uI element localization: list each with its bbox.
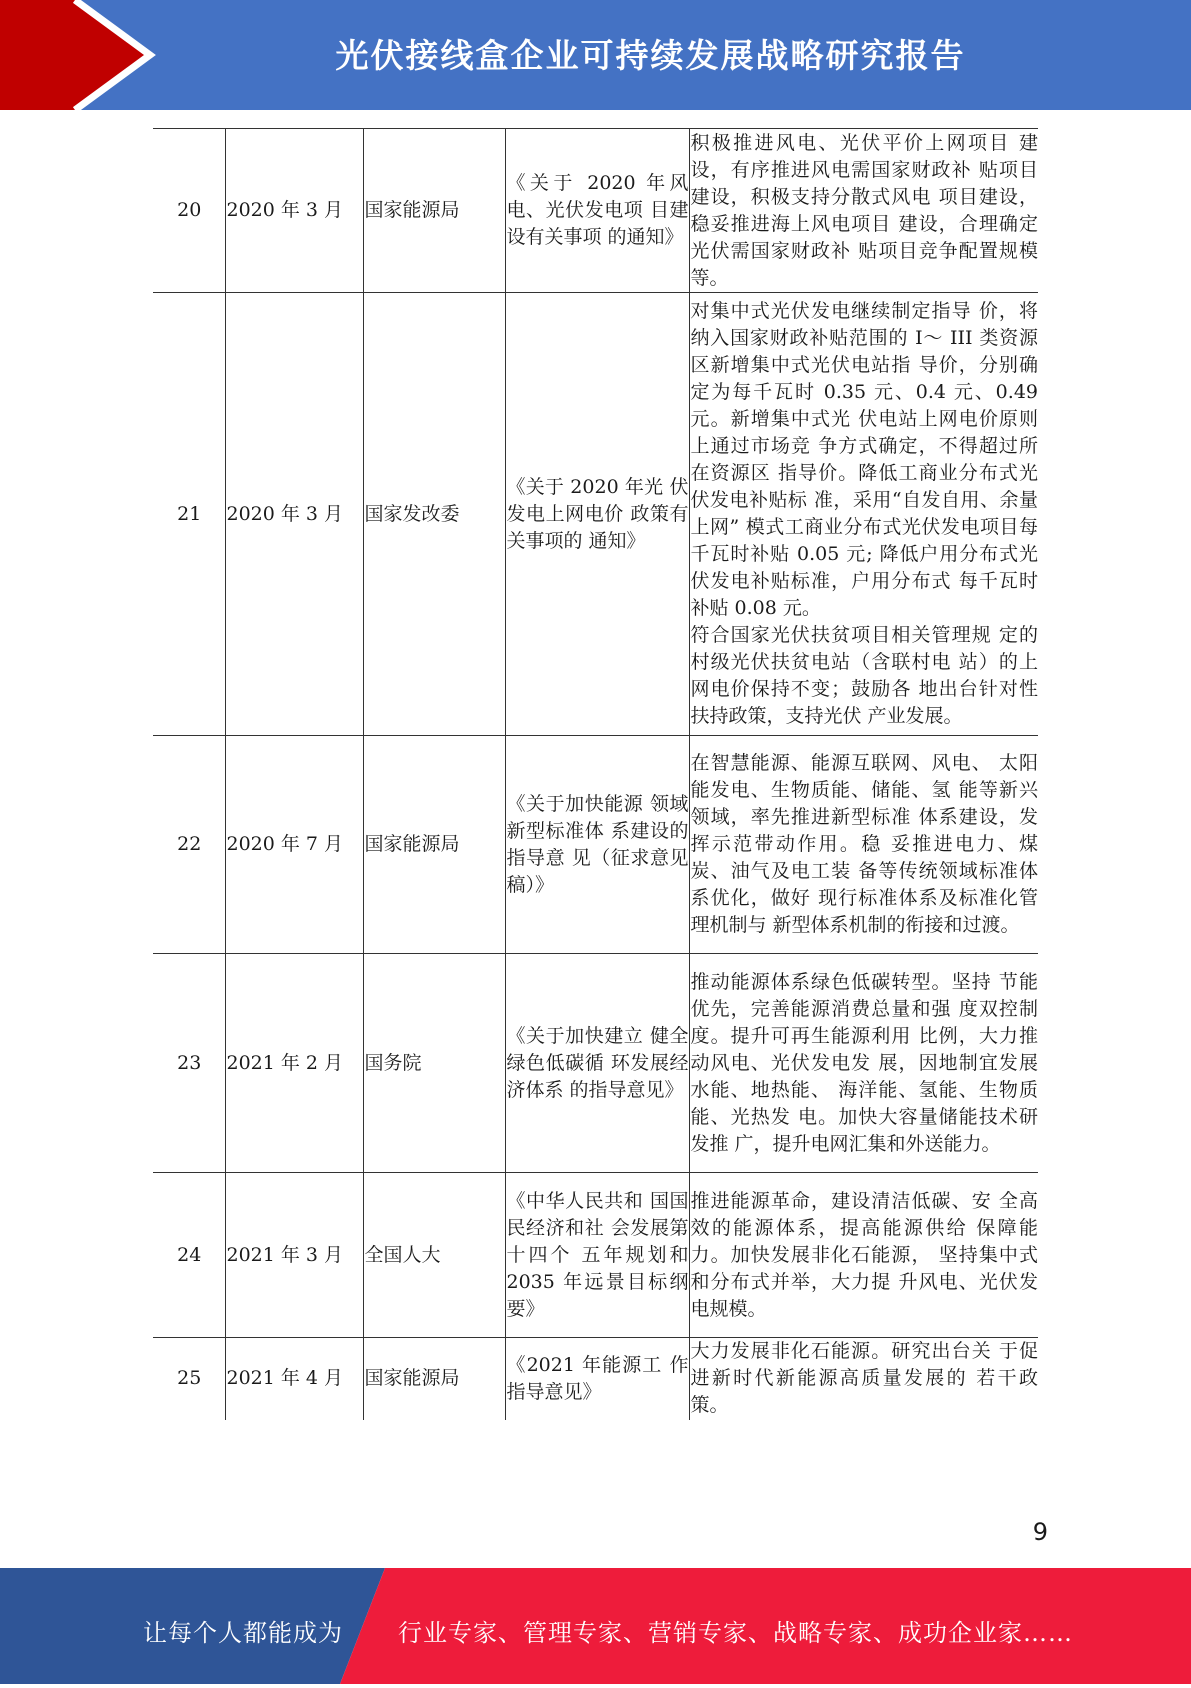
row-date: 2020 年 7 月	[225, 736, 363, 954]
table-row	[153, 1338, 1038, 1420]
row-number: 20	[153, 129, 225, 293]
report-title: 光伏接线盒企业可持续发展战略研究报告	[335, 36, 966, 75]
chevron-arrow-icon	[0, 0, 160, 110]
row-content: 在智慧能源、能源互联网、风电、 太阳能发电、生物质能、储能、氢 能等新兴领域，率先推进新型标准 体系建设，发挥示范带动作用。稳 妥推进电力、煤炭、油气及电工装 备等传统领域标准体系优化，做好 现行标准体系及标准化管理机制与 新型体系机制的衔接和过渡。	[689, 736, 1038, 954]
footer-slogan-right: 行业专家、管理专家、营销专家、战略专家、成功企业家……	[398, 1619, 1073, 1647]
row-date: 2021 年 3 月	[225, 1173, 363, 1338]
row-content-paragraph: 对集中式光伏发电继续制定指导 价，将纳入国家财政补贴范围的 I～ III 类资源区新增集中式光伏电站指 导价，分别确定为每千瓦时 0.35 元、0.4 元、0.49 元。新增集中式光 伏电站上网电价原则上通过市场竞 争方式确定，不得超过所在资源区 指导价。降低工商业分布式光伏发电补贴标 准，采用“自发自用、余量上网” 模式工商业分布式光伏发电项目每 千瓦时补贴 0.05 元; 降低户用分布式光伏发电补贴标准，户用分布式 每千瓦时补贴 0.08 元。	[690, 300, 1038, 619]
row-content: 推进能源革命，建设清洁低碳、安 全高效的能源体系，提高能源供给 保障能力。加快发展非化石能源， 坚持集中式和分布式并举，大力提 升风电、光伏发电规模。	[689, 1173, 1038, 1338]
row-document: 《2021 年能源工 作指导意见》	[505, 1338, 689, 1420]
footer-slogan-left: 让每个人都能成为	[143, 1619, 343, 1647]
row-number: 24	[153, 1173, 225, 1338]
row-issuer: 国家能源局	[363, 129, 505, 293]
row-date: 2021 年 2 月	[225, 954, 363, 1173]
row-document: 《关于 2020 年风电、光伏发电项 目建设有关事项 的通知》	[505, 129, 689, 293]
table-row	[153, 129, 1038, 293]
policy-table	[153, 128, 1038, 1420]
row-content	[689, 293, 1038, 736]
row-date: 2020 年 3 月	[225, 293, 363, 736]
row-document: 《关于 2020 年光 伏发电上网电价 政策有关事项的 通知》	[505, 293, 689, 736]
row-date: 2020 年 3 月	[225, 129, 363, 293]
table-row	[153, 1173, 1038, 1338]
page-number: 9	[1032, 1518, 1048, 1546]
row-number: 21	[153, 293, 225, 736]
row-number: 22	[153, 736, 225, 954]
table-row	[153, 293, 1038, 736]
row-content: 推动能源体系绿色低碳转型。坚持 节能优先，完善能源消费总量和强 度双控制度。提升可再生能源利用 比例，大力推动风电、光伏发电发 展，因地制宜发展水能、地热能、 海洋能、氢能、生物质能、光热发 电。加快大容量储能技术研发推 广，提升电网汇集和外送能力。	[689, 954, 1038, 1173]
table-row	[153, 954, 1038, 1173]
row-date: 2021 年 4 月	[225, 1338, 363, 1420]
row-issuer: 国家发改委	[363, 293, 505, 736]
row-issuer: 国务院	[363, 954, 505, 1173]
row-document: 《关于加快能源 领域新型标准体 系建设的指导意 见（征求意见 稿）》	[505, 736, 689, 954]
table-row	[153, 736, 1038, 954]
page-header	[0, 0, 1191, 110]
row-issuer: 全国人大	[363, 1173, 505, 1338]
row-number: 23	[153, 954, 225, 1173]
row-content: 积极推进风电、光伏平价上网项目 建设，有序推进风电需国家财政补 贴项目建设，积极支持分散式风电 项目建设，稳妥推进海上风电项目 建设，合理确定光伏需国家财政补 贴项目竞争配置规模等。	[689, 129, 1038, 293]
row-document: 《中华人民共和 国国民经济和社 会发展第十四个 五年规划和 2035 年远景目标纲 要》	[505, 1173, 689, 1338]
row-content: 大力发展非化石能源。研究出台关 于促进新时代新能源高质量发展的 若干政策。	[689, 1338, 1038, 1420]
row-issuer: 国家能源局	[363, 736, 505, 954]
row-content-paragraph: 符合国家光伏扶贫项目相关管理规 定的村级光伏扶贫电站（含联村电 站）的上网电价保持不变；鼓励各 地出台针对性扶持政策，支持光伏 产业发展。	[690, 624, 1038, 727]
row-document: 《关于加快建立 健全绿色低碳循 环发展经济体系 的指导意见》	[505, 954, 689, 1173]
row-issuer: 国家能源局	[363, 1338, 505, 1420]
chevron-red-shape	[0, 0, 150, 110]
row-number: 25	[153, 1338, 225, 1420]
